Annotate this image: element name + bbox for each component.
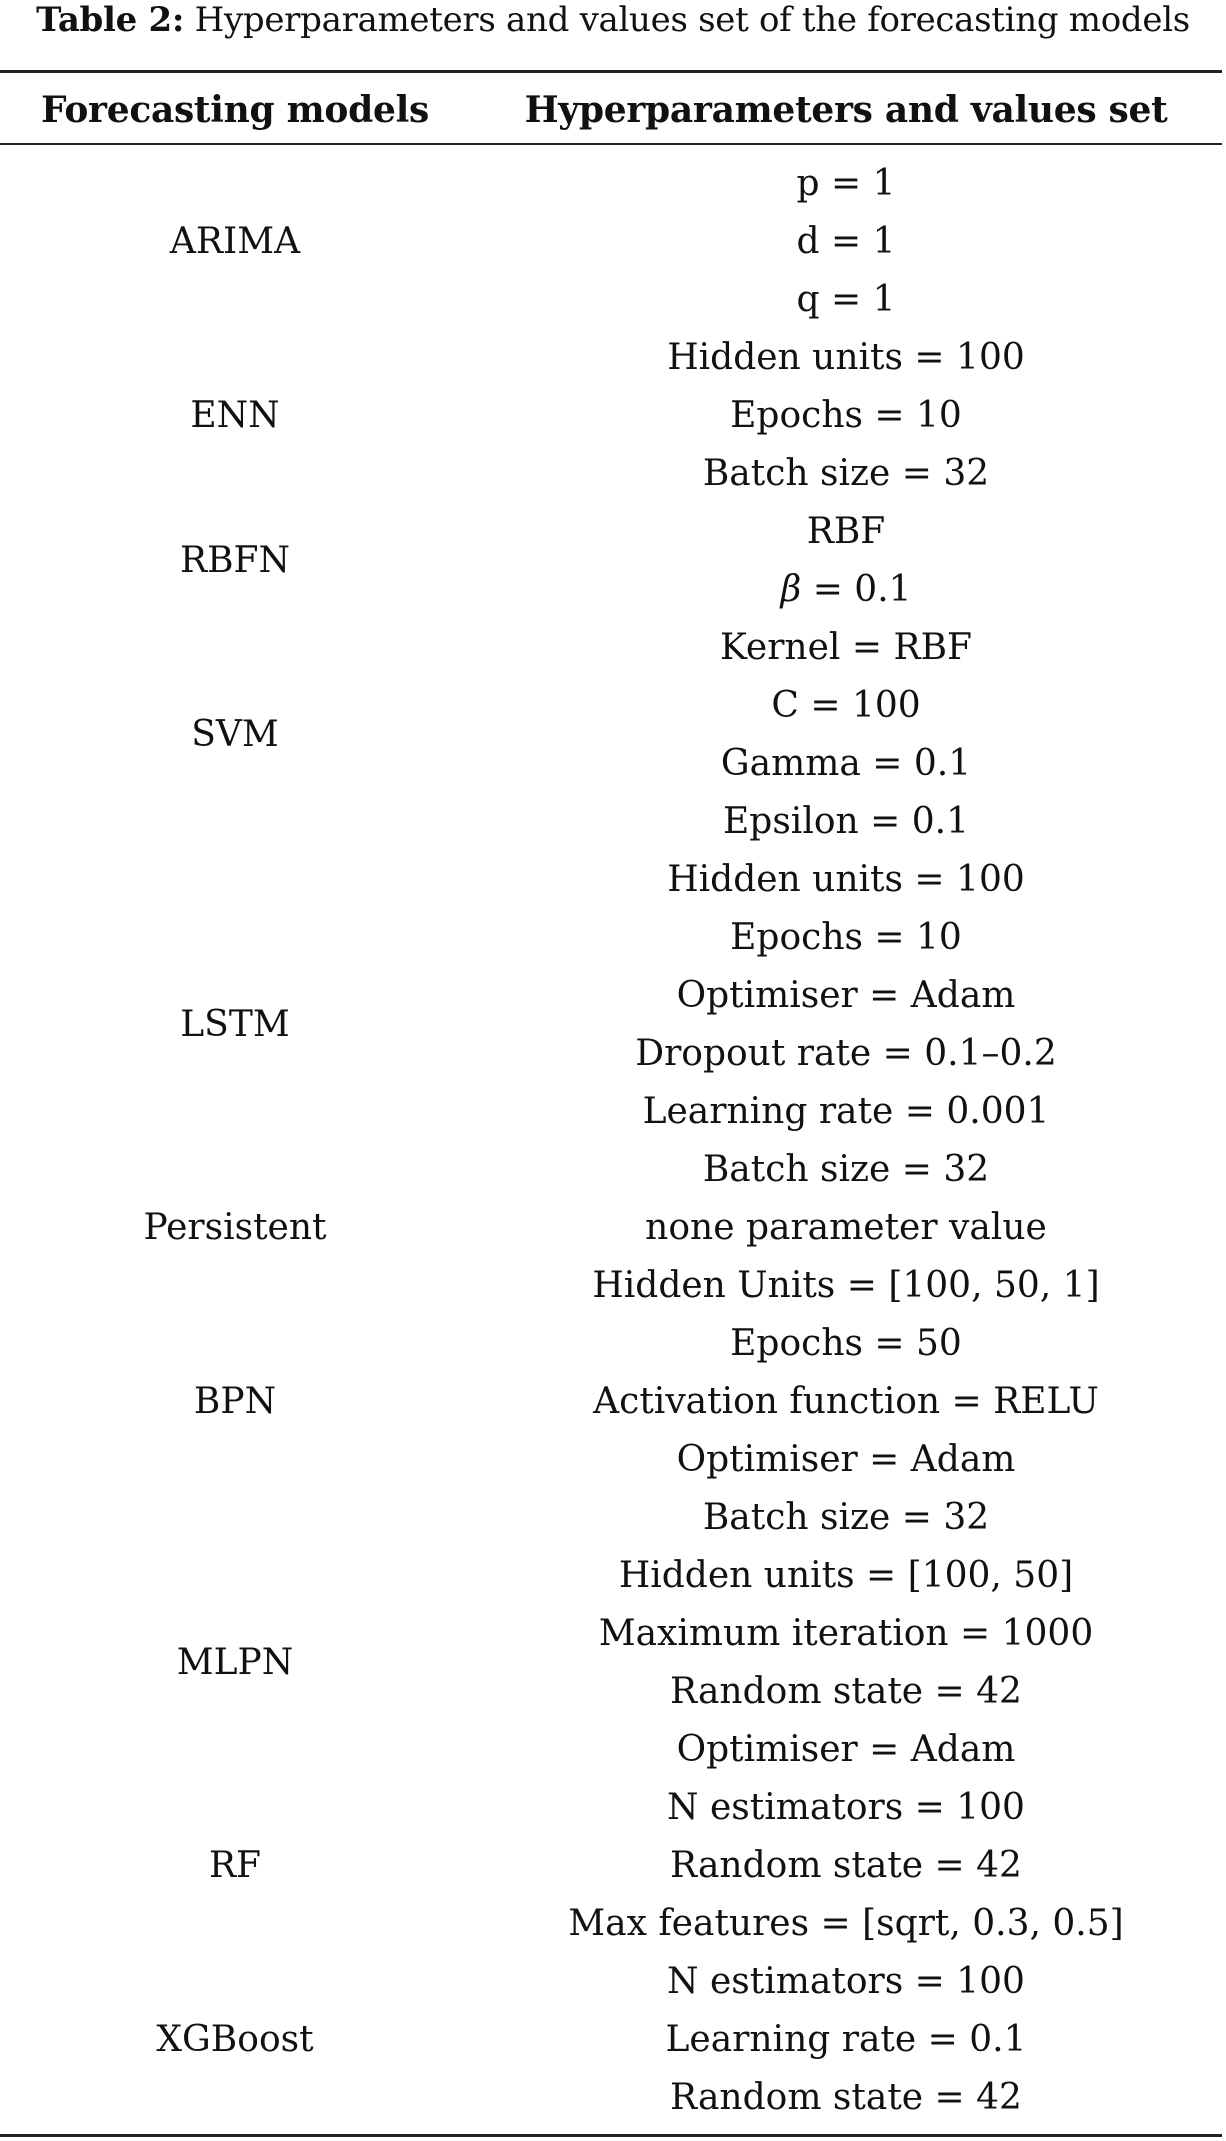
- model-name-cell: RF: [208, 1845, 262, 1886]
- hyperparameter-value: Epochs = 10: [730, 395, 962, 436]
- beta-symbol: β: [780, 569, 802, 610]
- model-name-cell: MLPN: [176, 1642, 294, 1683]
- table-row: [0, 329, 1222, 503]
- table-row: [0, 1953, 1222, 2127]
- model-name-cell: RBFN: [179, 540, 291, 581]
- hyperparameter-cell: [470, 1779, 1222, 1953]
- hyperparameter-cell: [470, 619, 1222, 851]
- table-row: [0, 619, 1222, 851]
- model-name-cell: XGBoost: [156, 2019, 314, 2060]
- hyperparameter-value: Random state = 42: [670, 2077, 1022, 2118]
- hyperparameter-value: N estimators = 100: [667, 1787, 1025, 1828]
- hyperparameter-value: Hidden units = 100: [667, 859, 1025, 900]
- hyperparameter-value: Batch size = 32: [702, 1497, 990, 1538]
- hyperparameter-value: Random state = 42: [670, 1671, 1022, 1712]
- hyperparameter-cell: [470, 851, 1222, 1199]
- top-rule: [0, 70, 1222, 73]
- hyperparameter-value: Optimiser = Adam: [676, 1729, 1016, 1770]
- hyperparameter-value: Batch size = 32: [702, 453, 990, 494]
- hyperparameter-value: N estimators = 100: [667, 1961, 1025, 2002]
- hyperparameter-value: C = 100: [771, 685, 921, 726]
- header-hyperparameters: Hyperparameters and values set: [524, 89, 1168, 131]
- table-row: [0, 1199, 1222, 1257]
- header-rule: [0, 143, 1222, 145]
- hyperparameter-value: Epsilon = 0.1: [723, 801, 969, 842]
- hyperparameter-value: Epochs = 10: [730, 917, 962, 958]
- hyperparameter-value: p = 1: [796, 163, 896, 204]
- hyperparameter-cell: [470, 1547, 1222, 1779]
- table-body: [0, 155, 1222, 2127]
- table-caption-label: Table 2:: [36, 0, 185, 40]
- hyperparameter-cell: [470, 155, 1222, 329]
- table-row: [0, 1257, 1222, 1547]
- hyperparameter-cell: [470, 503, 1222, 619]
- hyperparameter-value: Hidden units = 100: [667, 337, 1025, 378]
- header-forecasting-models: Forecasting models: [41, 89, 429, 131]
- hyperparameter-value: Batch size = 32: [702, 1149, 990, 1190]
- model-name-cell: ENN: [190, 395, 280, 436]
- hyperparameter-value: Epochs = 50: [730, 1323, 962, 1364]
- table-row: [0, 155, 1222, 329]
- model-name-cell: Persistent: [143, 1207, 327, 1248]
- hyperparameter-value: Random state = 42: [670, 1845, 1022, 1886]
- hyperparameter-value: Hidden units = [100, 50]: [618, 1555, 1074, 1596]
- hyperparameter-value: Learning rate = 0.001: [642, 1091, 1050, 1132]
- hyperparameter-value: Max features = [sqrt, 0.3, 0.5]: [568, 1903, 1124, 1944]
- hyperparameter-value: d = 1: [796, 221, 896, 262]
- hyperparameter-cell: [470, 1953, 1222, 2127]
- table-row: [0, 851, 1222, 1199]
- table-caption-text: Hyperparameters and values set of the forecasting models: [184, 0, 1190, 40]
- hyperparameter-value: Dropout rate = 0.1–0.2: [635, 1033, 1057, 1074]
- hyperparameter-value: RBF: [806, 511, 886, 552]
- table-row: [0, 1779, 1222, 1953]
- hyperparameter-value: none parameter value: [645, 1207, 1047, 1248]
- hyperparameter-value: Optimiser = Adam: [676, 975, 1016, 1016]
- hyperparameter-value: q = 1: [796, 279, 896, 320]
- hyperparameter-value: Optimiser = Adam: [676, 1439, 1016, 1480]
- model-name-cell: ARIMA: [169, 221, 301, 262]
- hyperparameter-value: β = 0.1: [780, 569, 912, 610]
- model-name-cell: BPN: [193, 1381, 277, 1422]
- hyperparameter-value: Learning rate = 0.1: [665, 2019, 1027, 2060]
- model-name-cell: LSTM: [180, 1004, 290, 1045]
- hyperparameter-cell: [470, 1257, 1222, 1547]
- hyperparameter-value: Maximum iteration = 1000: [598, 1613, 1094, 1654]
- table-row: [0, 503, 1222, 619]
- bottom-rule: [0, 2134, 1222, 2137]
- hyperparameter-value: Activation function = RELU: [593, 1381, 1099, 1422]
- hyperparameter-cell: [470, 329, 1222, 503]
- hyperparameter-value: Hidden Units = [100, 50, 1]: [592, 1265, 1100, 1306]
- table-caption: [0, 0, 1226, 44]
- model-name-cell: SVM: [191, 714, 279, 755]
- hyperparameter-value: Gamma = 0.1: [720, 743, 972, 784]
- hyperparameter-value: Kernel = RBF: [719, 627, 973, 668]
- table-row: [0, 1547, 1222, 1779]
- hyperparameter-cell: [470, 1199, 1222, 1257]
